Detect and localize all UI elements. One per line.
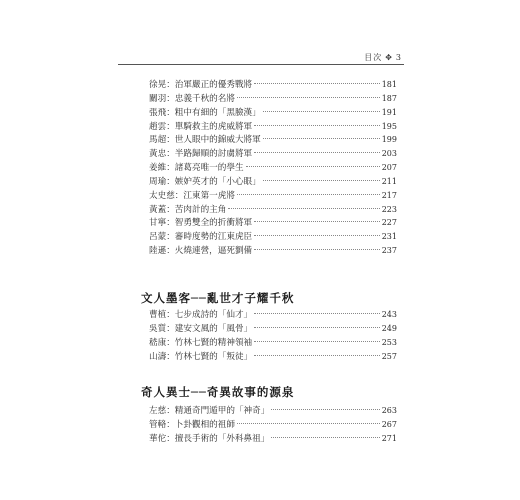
- toc-entry-title: 山濤：竹林七賢的「叛徒」: [149, 351, 253, 362]
- toc-entry[interactable]: [149, 350, 397, 364]
- header-rule: [118, 64, 404, 65]
- toc-entry-title: 吳質：建安文風的「風骨」: [149, 323, 253, 334]
- dot-leader: [254, 355, 380, 356]
- toc-entry[interactable]: [149, 322, 397, 336]
- toc-entry[interactable]: [149, 203, 397, 217]
- diamond-ornament-icon: ✥: [385, 53, 393, 62]
- toc-entry[interactable]: [149, 78, 397, 92]
- toc-entry[interactable]: [149, 336, 397, 350]
- toc-entry-title: 關羽：忠義千秋的名將: [149, 93, 235, 104]
- dot-leader: [254, 249, 380, 250]
- dot-leader: [254, 125, 380, 126]
- page-number: 3: [395, 53, 402, 62]
- toc-entry-title: 甘寧：智勇雙全的折衝將軍: [149, 218, 253, 229]
- toc-entry-title: 左慈：精通奇門遁甲的「神奇」: [149, 406, 270, 416]
- toc-entry[interactable]: [149, 92, 397, 106]
- toc-section-scholars: [149, 308, 397, 363]
- toc-entry-title: 黃蓋：苦肉計的主角: [149, 204, 227, 215]
- dot-leader: [254, 327, 380, 328]
- dot-leader: [237, 423, 380, 424]
- toc-entry-page: 237: [381, 246, 397, 256]
- toc-entry-page: 191: [381, 107, 397, 117]
- dot-leader: [271, 409, 379, 410]
- toc-entry-page: 223: [381, 204, 397, 214]
- toc-entry[interactable]: [149, 308, 397, 322]
- toc-entry-title: 張飛：粗中有細的「黑臉漢」: [149, 107, 261, 118]
- toc-entry[interactable]: [149, 106, 397, 120]
- toc-entry-page: 199: [381, 135, 397, 145]
- toc-entry-title: 黃忠：半路歸順的討虜將軍: [149, 149, 253, 160]
- toc-entry-title: 徐晃：治軍嚴正的優秀戰將: [149, 80, 253, 90]
- dot-leader: [246, 166, 380, 167]
- dot-leader: [254, 235, 380, 236]
- section-heading-oddities: 奇人異士──奇異故事的源泉: [141, 385, 295, 399]
- toc-entry-page: 187: [381, 93, 397, 103]
- toc-entry-page: 263: [381, 406, 397, 415]
- dot-leader: [263, 138, 380, 139]
- toc-entry[interactable]: [149, 161, 397, 175]
- dot-leader: [237, 194, 380, 195]
- dot-leader: [271, 437, 379, 438]
- toc-entry[interactable]: [149, 175, 397, 189]
- toc-entry[interactable]: [149, 432, 397, 446]
- running-header: [364, 52, 402, 63]
- dot-leader: [237, 97, 380, 98]
- toc-entry-title: 管輅：卜卦觀相的祖師: [149, 419, 235, 430]
- toc-entry[interactable]: [149, 404, 397, 418]
- toc-entry[interactable]: [149, 189, 397, 203]
- toc-entry-page: 211: [381, 176, 397, 186]
- dot-leader: [254, 83, 380, 84]
- toc-entry-page: 181: [381, 80, 397, 89]
- toc-entry-title: 馬超：世人眼中的錦威大將軍: [149, 135, 261, 146]
- dot-leader: [254, 341, 380, 342]
- toc-entry-page: 257: [381, 351, 397, 361]
- toc-entry-page: 243: [381, 310, 397, 319]
- toc-entry-title: 華佗：擅長手術的「外科鼻祖」: [149, 433, 270, 444]
- toc-entry-title: 曹植：七步成詩的「仙才」: [149, 310, 253, 320]
- toc-entry-title: 陸遜：火燒連營，逼死劉備: [149, 246, 253, 257]
- toc-section-oddities: [149, 404, 397, 446]
- dot-leader: [254, 152, 380, 153]
- dot-leader: [254, 313, 380, 314]
- toc-entry-page: 195: [381, 121, 397, 131]
- toc-entry-title: 太史慈：江東第一虎將: [149, 190, 235, 201]
- dot-leader: [263, 111, 380, 112]
- toc-entry[interactable]: [149, 244, 397, 258]
- toc-entry-page: 207: [381, 163, 397, 173]
- dot-leader: [228, 208, 379, 209]
- toc-entry[interactable]: [149, 216, 397, 230]
- toc-entry-page: 227: [381, 218, 397, 228]
- toc-entry[interactable]: [149, 133, 397, 147]
- toc-entry[interactable]: [149, 147, 397, 161]
- toc-entry-title: 姜維：諸葛亮唯一的學生: [149, 163, 244, 174]
- toc-entry[interactable]: [149, 418, 397, 432]
- toc-section-generals: [149, 78, 397, 258]
- toc-entry-page: 217: [381, 190, 397, 200]
- toc-entry-page: 231: [381, 232, 397, 242]
- toc-entry-page: 253: [381, 337, 397, 347]
- section-heading-scholars: 文人墨客──亂世才子耀千秋: [141, 291, 295, 305]
- toc-entry-title: 嵇康：竹林七賢的精神領袖: [149, 337, 253, 348]
- toc-entry-page: 271: [381, 433, 397, 443]
- toc-entry-page: 267: [381, 419, 397, 429]
- toc-entry-page: 203: [381, 149, 397, 159]
- header-label: 目次: [364, 53, 383, 62]
- toc-entry-title: 趙雲：單騎救主的虎威將軍: [149, 121, 253, 132]
- toc-entry-page: 249: [381, 323, 397, 333]
- toc-entry-title: 周瑜：嫉妒英才的「小心眼」: [149, 176, 261, 187]
- dot-leader: [263, 180, 380, 181]
- toc-entry-title: 呂蒙：審時度勢的江東虎臣: [149, 232, 253, 243]
- dot-leader: [254, 221, 380, 222]
- toc-entry[interactable]: [149, 120, 397, 134]
- toc-entry[interactable]: [149, 230, 397, 244]
